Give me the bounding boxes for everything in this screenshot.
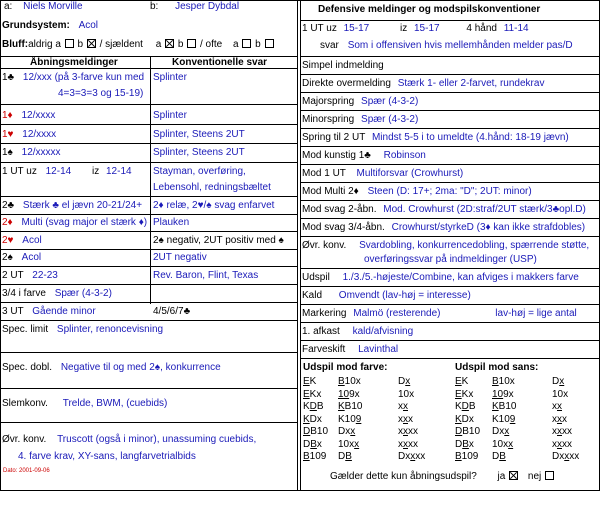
line (300, 286, 599, 287)
conv-1heart: Splinter, Steens 2UT (153, 129, 245, 140)
table-divider (150, 56, 151, 304)
def-row-artificial-club: Mod kunstig 1♣ Robinson (302, 150, 426, 161)
system-line: Grundsystem: Acol (2, 20, 99, 31)
line (300, 358, 599, 359)
line (300, 56, 599, 57)
conv-2heart: 2♠ negativ, 2UT positiv med ♠ (153, 235, 284, 246)
farveskift-row: Farveskift Lavinthal (302, 344, 399, 355)
bluff-often-a-checkbox[interactable] (242, 39, 251, 48)
line (300, 182, 599, 183)
row-1spade: 1♠ 12/xxxxx (2, 147, 61, 158)
defense-title: Defensive meldinger og modspilskonventioner (318, 4, 541, 15)
bluff-never-b-checkbox[interactable] (87, 39, 96, 48)
bluff-often-b-checkbox[interactable] (265, 39, 274, 48)
def-row-1nt: Mod 1 UT Multiforsvar (Crowhurst) (302, 168, 464, 179)
lead-question-row: Gælder dette kun åbningsudspil? ja nej (330, 471, 555, 482)
conv-1nt: Stayman, overføring, (153, 166, 246, 177)
line (0, 266, 297, 267)
bluff-never-a-checkbox[interactable] (65, 39, 74, 48)
line (0, 320, 297, 321)
line (0, 231, 297, 232)
spec-limit-row: Spec. limit Splinter, renoncevisning (2, 324, 164, 335)
lead-vs-nt-title: Udspil mod sans: (455, 362, 539, 373)
conv-1nt-cont: Lebensohl, redningsbæltet (153, 182, 271, 193)
row-2heart: 2♥ Acol (2, 235, 42, 246)
bluff-line: Bluff:aldrig a b / sjældent a b / ofte a b (2, 39, 275, 50)
defense-svar-row: svar Som i offensiven hvis mellemhånden melder pas/D (320, 40, 573, 51)
line (0, 352, 297, 353)
row-2spade: 2♠ Acol (2, 252, 42, 263)
def-row-weak2: Mod svag 2-åbn. Mod. Crowhurst (2D:straf/2UT stærk/3♣opl.D) (302, 204, 586, 215)
row-1club-cont: 4=3=3=3 og 15-19) (58, 88, 144, 99)
line (0, 388, 297, 389)
line (300, 218, 599, 219)
line (0, 214, 297, 215)
line (300, 20, 599, 21)
def-row-jump-2nt: Spring til 2 UT Mindst 5-5 i to umeldte (4.hånd: 18-19 jævn) (302, 132, 569, 143)
conv-1spade: Splinter, Steens 2UT (153, 147, 245, 158)
afkast-row: 1. afkast kald/afvisning (302, 326, 414, 337)
lead-vs-suit-table: EK EKx KDB KDx DB10 DBx B109 (303, 376, 329, 462)
slemkonv-row: Slemkonv. Trelde, BWM, (cuebids) (2, 398, 168, 409)
date: Dato: 2001-09-06 (3, 468, 50, 474)
line (0, 302, 297, 303)
line (300, 268, 599, 269)
lead-question-yes-checkbox[interactable] (509, 471, 518, 480)
conv-3nt: 4/5/6/7♣ (153, 306, 191, 317)
line (300, 340, 599, 341)
line (300, 200, 599, 201)
lead-question-no-checkbox[interactable] (545, 471, 554, 480)
line (0, 422, 297, 423)
row-2diamond: 2♦ Multi (svag major el stærk ♦) (2, 217, 148, 228)
def-row-simple: Simpel indmelding (302, 60, 384, 71)
defense-1nt-row: 1 UT uz 15-17 iz 15-17 4 hånd 11-14 (302, 23, 529, 34)
right-ovr-konv-row: Øvr. konv. Svardobling, konkurrencedobling, spærrende støtte, (302, 240, 590, 251)
col-openings-header: Åbningsmeldinger (30, 57, 118, 68)
row-1heart: 1♥ 12/xxxx (2, 129, 57, 140)
conv-2nt: Rev. Baron, Flint, Texas (153, 270, 259, 281)
border-bottom (0, 490, 600, 491)
def-row-majorspring: Majorspring Spær (4-3-2) (302, 96, 419, 107)
player-b: b: Jesper Dybdal (150, 1, 240, 12)
lead-vs-suit-title: Udspil mod farve: (303, 362, 388, 373)
row-1diamond: 1♦ 12/xxxx (2, 110, 56, 121)
col-conventional-header: Konventionelle svar (172, 57, 268, 68)
row-3-4-suit: 3/4 i farve Spær (4-3-2) (2, 288, 112, 299)
spec-dobl-row: Spec. dobl. Negative til og med 2♠, konkurrence (2, 362, 221, 373)
player-a: a: Niels Morville (4, 1, 83, 12)
line (300, 304, 599, 305)
conv-2spade: 2UT negativ (153, 252, 207, 263)
line (300, 146, 599, 147)
lead-vs-nt-table-2: B10x 109x KB10 K109 Dxx 10xx DB (492, 376, 517, 462)
def-row-weak34: Mod svag 3/4-åbn. Crowhurst/styrkeD (3♦ kan ikke strafdobles) (302, 222, 586, 233)
line (300, 110, 599, 111)
lead-vs-suit-table-3: Dx 10x xx xxx xxxx xxxx Dxxxx (398, 376, 426, 462)
conv-1club: Splinter (153, 72, 187, 83)
line (0, 143, 297, 144)
kald-row: Kald Omvendt (lav-høj = interesse) (302, 290, 471, 301)
row-1nt: 1 UT uz 12-14 iz 12-14 (2, 166, 132, 177)
line (300, 322, 599, 323)
column-divider (297, 0, 298, 490)
lead-vs-nt-table: EK EKx KDB KDx DB10 DBx B109 (455, 376, 481, 462)
line (0, 104, 297, 105)
line (0, 196, 297, 197)
conv-2diamond: Plauken (153, 217, 190, 228)
line (300, 74, 599, 75)
row-3nt: 3 UT Gående minor (2, 306, 96, 317)
def-row-direct: Direkte overmelding Stærk 1- eller 2-farvet, rundekrav (302, 78, 545, 89)
def-row-minorspring: Minorspring Spær (4-3-2) (302, 114, 419, 125)
line (0, 162, 297, 163)
row-2nt: 2 UT 22-23 (2, 270, 58, 281)
bluff-rare-b-checkbox[interactable] (187, 39, 196, 48)
row-1club: 1♣ 12/xxx (på 3-farve kun med (2, 72, 145, 83)
markering-row: Markering Malmö (resterende) lav-høj = lige antal (302, 308, 577, 319)
line (300, 164, 599, 165)
right-ovr-konv-cont: overføringssvar på indmeldinger (USP) (364, 254, 537, 265)
lead-vs-nt-table-3: Dx 10x xx xxx xxxx xxxx Dxxxx (552, 376, 580, 462)
left-ovr-konv-cont: 4. farve krav, XY-sans, langfarvetrialbids (18, 451, 196, 462)
border-left (0, 0, 1, 490)
conv-2club: 2♦ relæ, 2♥/♠ svag enfarvet (153, 200, 275, 211)
line (0, 124, 297, 125)
line (0, 68, 297, 69)
udspil-row: Udspil 1./3./5.-højeste/Combine, kan afviges i makkers farve (302, 272, 579, 283)
conv-1diamond: Splinter (153, 110, 187, 121)
bluff-rare-a-checkbox[interactable] (165, 39, 174, 48)
def-row-multi: Mod Multi 2♦ Steen (D: 17+; 2ma: "D"; 2UT: minor) (302, 186, 532, 197)
line (300, 236, 599, 237)
lead-vs-suit-table-2: B10x 109x KB10 K109 Dxx 10xx DB (338, 376, 363, 462)
left-ovr-konv-row: Øvr. konv. Truscott (også i minor), unassuming cuebids, (2, 434, 257, 445)
line (0, 249, 297, 250)
line (300, 92, 599, 93)
line (0, 284, 297, 285)
row-2club: 2♣ Stærk ♣ el jævn 20-21/24+ (2, 200, 143, 211)
line (300, 128, 599, 129)
